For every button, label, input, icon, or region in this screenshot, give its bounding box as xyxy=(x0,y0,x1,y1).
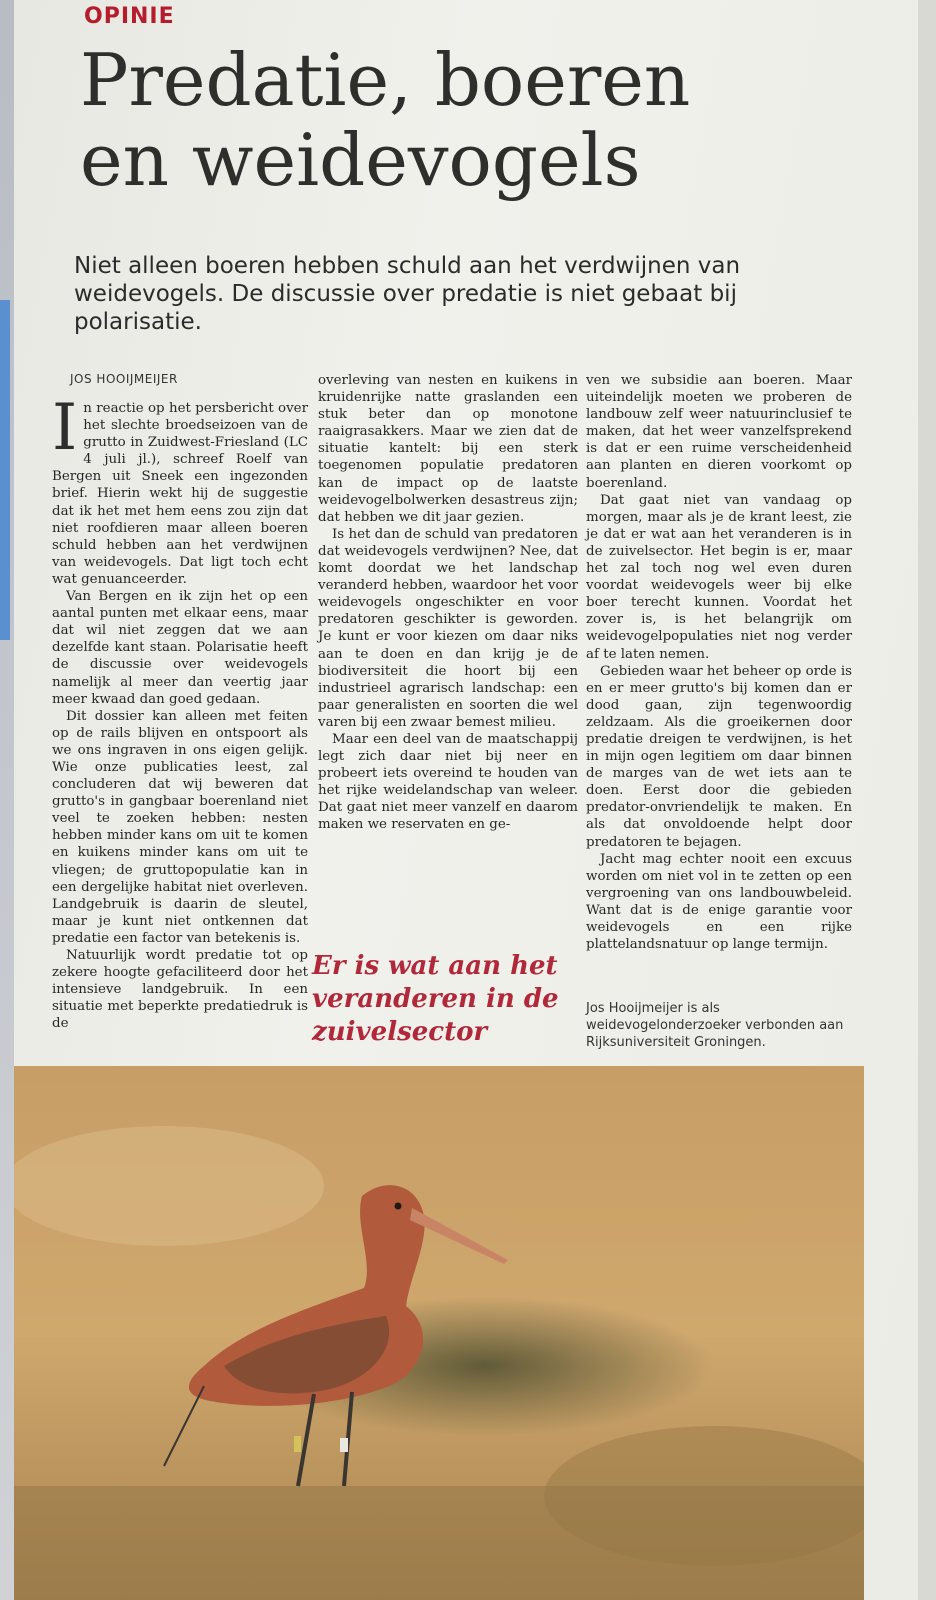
adjacent-page-blue-bar xyxy=(0,300,10,640)
paragraph xyxy=(52,391,308,588)
paragraph: Jacht mag echter nooit een excuus worden om niet vol in te zetten op een vergroening van ons landbouwbeleid. Want dat is de enige garantie voor weidevogels en een rijke plattelandsnatuur op lange termijn. xyxy=(586,851,852,953)
lede: Niet alleen boeren hebben schuld aan het verdwijnen van weidevogels. De discussie over predatie is niet gebaat bij polarisatie. xyxy=(74,253,741,335)
paragraph: Natuurlijk wordt predatie tot op zekere hoogte gefaciliteerd door het intensieve landgebruik. In een situatie met beperkte predatiedruk is de xyxy=(52,948,308,1032)
foreground-grass xyxy=(14,1486,864,1600)
godwit-photo xyxy=(14,1066,864,1600)
light-patch xyxy=(14,1126,324,1246)
paragraph-text: n reactie op het persbericht over het slechte broedseizoen van de grutto in Zuidwest-Friesland (LC 4 juli jl.), schreef Roelf van Bergen uit Sneek een ingezonden brief. Hierin wekt hij de suggestie dat ik het met hem eens zou zijn dat niet roofdieren maar alleen boeren schuld hebben aan het verdwijnen van weidevogels. Dat ligt toch echt wat genuanceerder. xyxy=(52,401,308,587)
paragraph: ven we subsidie aan boeren. Maar uiteindelijk moeten we proberen de landbouw zelf weer natuurinclusief te maken, dat het weer vanzelfsprekend is dat er een ruime verscheidenheid aan planten en dieren voorkomt op boerenland. xyxy=(586,373,852,491)
pull-quote: Er is wat aan het veranderen in de zuivelsector xyxy=(312,951,559,1047)
newspaper-page xyxy=(14,0,918,1600)
column-1 xyxy=(52,391,308,1032)
headline xyxy=(80,40,780,200)
paragraph: Van Bergen en ik zijn het op een aantal punten met elkaar eens, maar dat wil niet zeggen dat we aan dezelfde kant staan. Polarisatie heeft de discussie over weidevogels namelijk al meer dan veertig jaar meer kwaad dan goed gedaan. xyxy=(52,589,308,707)
byline: JOS HOOIJMEIJER xyxy=(70,372,178,386)
paragraph: Is het dan de schuld van predatoren dat weidevogels verdwijnen? Nee, dat komt doordat we het landschap veranderd hebben, waardoor het voor weidevogels ongeschikter en voor predatoren geschikter is geworden. Je kunt er voor kiezen om daar niks aan te doen en dan krijg je de biodiversiteit die hoort bij een industrieel agrarisch landschap: een paar generalisten en soorten die wel varen bij een zwaar bemest milieu. xyxy=(318,526,578,730)
headline-line-2: en weidevogels xyxy=(80,118,641,202)
column-3 xyxy=(586,372,852,953)
godwit-illustration xyxy=(14,1066,864,1600)
drop-cap: I xyxy=(52,391,78,465)
author-note: Jos Hooijmeijer is als weidevogelonderzoeker verbonden aan Rijksuniversiteit Groningen. xyxy=(586,1001,844,1050)
adjacent-page-edge xyxy=(0,0,14,1600)
headline-line-1: Predatie, boeren xyxy=(80,38,691,122)
column-2 xyxy=(318,372,578,834)
paragraph: overleving van nesten en kuikens in kruidenrijke natte graslanden een stuk beter dan op monotone raaigrasakkers. Maar we zien dat de situatie kantelt: bij een sterk toegenomen populatie predatoren kan de impact op de laatste weidevogelbolwerken desastreus zijn; dat hebben we dit jaar gezien. xyxy=(318,373,578,525)
paragraph: Dat gaat niet van vandaag op morgen, maar als je de krant leest, zie je dat er wat aan het veranderen is in de zuivelsector. Het begin is er, maar het zal toch nog wel even duren voordat weidevogels weer bij elke boer terecht kunnen. Voordat het zover is, is het belangrijk om weidevogelpopulaties niet nog verder af te laten nemen. xyxy=(586,492,852,662)
paragraph: Maar een deel van de maatschappij legt zich daar niet bij neer en probeert iets overeind te houden van het rijke weidelandschap van weleer. Dat gaat niet meer vanzelf en daarom maken we reservaten en ge- xyxy=(318,731,578,833)
paragraph: Gebieden waar het beheer op orde is en er meer grutto's bij komen dan er dood gaan, zijn tegenwoordig zeldzaam. Als die groeikernen door predatie dreigen te verdwijnen, is het in mijn ogen legitiem om daar binnen de marges van de wet iets aan te doen. Eerst door die gebieden predator-onvriendelijk te maken. En als dat onvoldoende helpt door predatoren te bejagen. xyxy=(586,663,852,850)
paragraph: Dit dossier kan alleen met feiten op de rails blijven en ontspoort als we ons ingraven in ons eigen gelijk. Wie onze publicaties leest, zal concluderen dat wij beweren dat grutto's in gangbaar boerenland niet veel te zoeken hebben: nesten hebben minder kans om uit te komen en kuikens minder kans om uit te vliegen; de gruttopopulatie kan in een dergelijke habitat niet overleven. Landgebruik is daarin de sleutel, maar je kunt niet ontkennen dat predatie een factor van betekenis is. xyxy=(52,708,308,946)
section-label: OPINIE xyxy=(84,4,175,29)
